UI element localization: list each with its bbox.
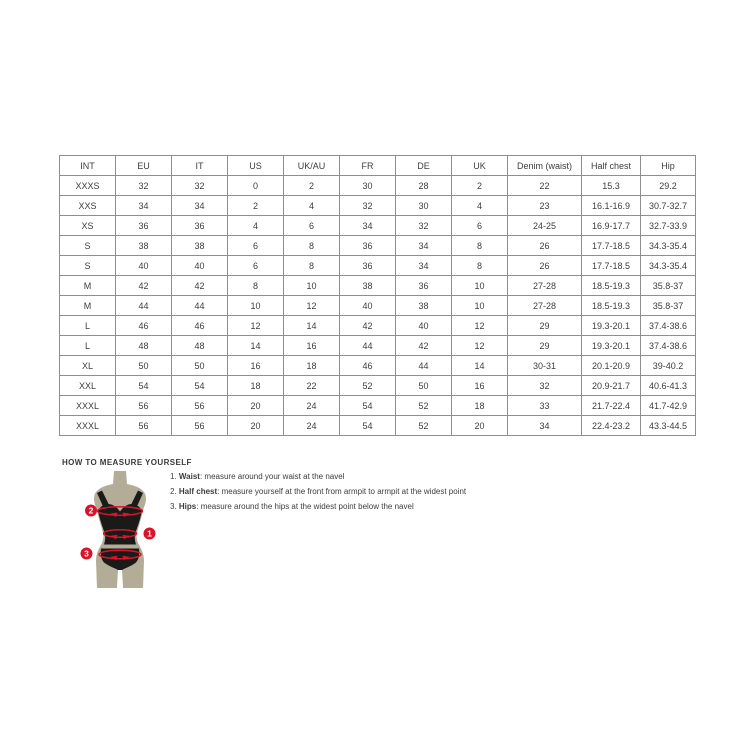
size-table-cell: 29 [508,316,582,336]
size-table-cell: 29 [508,336,582,356]
size-table-cell: 18.5-19.3 [582,276,641,296]
size-table-cell: 34 [172,196,228,216]
size-table-cell: 6 [228,236,284,256]
size-table-cell: 42 [172,276,228,296]
size-table-cell: 20 [228,396,284,416]
size-table-cell: 10 [284,276,340,296]
size-table-cell: 50 [396,376,452,396]
size-table-cell: 16.9-17.7 [582,216,641,236]
size-table-cell: 10 [228,296,284,316]
size-table-header-cell: Denim (waist) [508,156,582,176]
size-table-cell: 40.6-41.3 [641,376,696,396]
size-table-cell: 26 [508,236,582,256]
size-table-header-cell: IT [172,156,228,176]
item-term: Half chest [178,487,218,496]
size-table-cell: L [60,316,116,336]
size-table-cell: 14 [228,336,284,356]
size-table-cell: 56 [172,396,228,416]
size-table-cell: 18 [452,396,508,416]
item-number: 1. [170,472,177,481]
size-table-cell: 22.4-23.2 [582,416,641,436]
size-table-cell: 38 [396,296,452,316]
size-table-cell: 2 [452,176,508,196]
size-table-cell: 29.2 [641,176,696,196]
size-table-cell: 24 [284,416,340,436]
size-table-cell: 36 [340,256,396,276]
size-table-cell: 30-31 [508,356,582,376]
size-table-cell: 34 [340,216,396,236]
size-table-cell: 21.7-22.4 [582,396,641,416]
size-table-row [60,396,696,416]
item-term: Hips [178,502,197,511]
size-table-cell: 16 [284,336,340,356]
size-table-cell: 16.1-16.9 [582,196,641,216]
size-table-header-cell: UK/AU [284,156,340,176]
size-table-cell: 36 [396,276,452,296]
size-table-cell: 44 [396,356,452,376]
size-table-cell: 4 [284,196,340,216]
size-table-cell: 36 [116,216,172,236]
size-table-cell: 30.7-32.7 [641,196,696,216]
size-table-cell: 56 [116,416,172,436]
size-table-cell: 34 [116,196,172,216]
size-table-cell: 52 [340,376,396,396]
size-table-cell: 46 [116,316,172,336]
size-table-cell: 26 [508,256,582,276]
size-table-cell: 18 [228,376,284,396]
size-table-cell: 42 [396,336,452,356]
size-table-body [60,176,696,436]
size-table-cell: 22 [508,176,582,196]
size-table-cell: 8 [284,256,340,276]
size-table-cell: 20.1-20.9 [582,356,641,376]
size-table-row [60,276,696,296]
size-table-cell: XS [60,216,116,236]
size-table-cell: 46 [172,316,228,336]
size-table-cell: 6 [284,216,340,236]
item-number: 2. [170,487,177,496]
size-table-row [60,416,696,436]
size-table-cell: 42 [116,276,172,296]
size-table-row [60,236,696,256]
size-table-cell: 2 [284,176,340,196]
size-table-cell: 16 [452,376,508,396]
size-table-cell: 52 [396,396,452,416]
size-table-container [59,155,696,436]
size-table-cell: 38 [116,236,172,256]
size-table-cell: 34 [396,236,452,256]
size-table-cell: 44 [340,336,396,356]
size-table-cell: 30 [340,176,396,196]
size-table-cell: 48 [116,336,172,356]
size-table-cell: XXXL [60,416,116,436]
figure-marker-waist [144,528,156,540]
how-to-measure-item-waist [170,473,466,482]
size-table-cell: 6 [228,256,284,276]
size-table-cell: 37.4-38.6 [641,316,696,336]
size-table-cell: 8 [452,256,508,276]
how-to-measure-item-half-chest [170,488,466,497]
size-table-cell: 8 [228,276,284,296]
size-table-cell: 19.3-20.1 [582,316,641,336]
size-table-cell: 38 [340,276,396,296]
size-table-cell: 8 [284,236,340,256]
size-table-cell: 50 [116,356,172,376]
size-table-cell: 27-28 [508,276,582,296]
size-table-cell: 40 [396,316,452,336]
how-to-measure-title: HOW TO MEASURE YOURSELF [62,458,192,467]
size-table-cell: 42 [340,316,396,336]
figure-marker-chest-label: 2 [88,505,94,516]
size-table-cell: 24 [284,396,340,416]
size-table-header-row [60,156,696,176]
size-table-cell: 36 [340,236,396,256]
size-table-cell: 15.3 [582,176,641,196]
size-table-cell: 20 [452,416,508,436]
size-table-header-cell: Hip [641,156,696,176]
size-table-cell: S [60,256,116,276]
size-table-row [60,296,696,316]
item-desc: : measure around the hips at the widest point below the navel [196,502,414,511]
size-table-cell: 48 [172,336,228,356]
size-table-row [60,256,696,276]
size-table-cell: 16 [228,356,284,376]
size-table-cell: 12 [452,316,508,336]
figure-marker-chest [85,505,97,517]
size-table-cell: 33 [508,396,582,416]
size-table-row [60,196,696,216]
size-table-cell: 18.5-19.3 [582,296,641,316]
size-table-cell: 30 [396,196,452,216]
size-table-cell: 54 [172,376,228,396]
size-table-cell: 35.8-37 [641,296,696,316]
size-table-cell: 32.7-33.9 [641,216,696,236]
size-table-cell: 2 [228,196,284,216]
figure-marker-hips-label: 3 [84,548,89,559]
size-table-header-cell: INT [60,156,116,176]
size-table-cell: 10 [452,296,508,316]
size-table-cell: 12 [284,296,340,316]
size-table-cell: 56 [172,416,228,436]
size-table-cell: 4 [228,216,284,236]
size-table-cell: 20.9-21.7 [582,376,641,396]
size-table-cell: 44 [116,296,172,316]
size-table-cell: L [60,336,116,356]
size-table-cell: S [60,236,116,256]
size-table-cell: 12 [228,316,284,336]
size-table-cell: 4 [452,196,508,216]
size-table-cell: 23 [508,196,582,216]
size-table-cell: 32 [116,176,172,196]
size-table-cell: 34.3-35.4 [641,236,696,256]
size-table-cell: 56 [116,396,172,416]
size-table-cell: 34 [396,256,452,276]
item-desc: : measure around your waist at the navel [199,472,345,481]
size-table-cell: 22 [284,376,340,396]
size-table-cell: M [60,276,116,296]
size-table-cell: 54 [340,396,396,416]
size-table [59,155,696,436]
size-table-cell: 28 [396,176,452,196]
size-table-cell: 24-25 [508,216,582,236]
size-table-row [60,356,696,376]
size-table-row [60,376,696,396]
size-table-cell: 6 [452,216,508,236]
size-table-cell: 19.3-20.1 [582,336,641,356]
size-table-cell: 46 [340,356,396,376]
measurement-figure-illustration [70,471,170,591]
size-table-cell: 37.4-38.6 [641,336,696,356]
size-table-cell: 43.3-44.5 [641,416,696,436]
size-table-cell: 50 [172,356,228,376]
size-table-header-cell: UK [452,156,508,176]
figure-marker-hips [81,548,93,560]
size-table-cell: 52 [396,416,452,436]
how-to-measure-item-hips [170,503,466,512]
size-table-cell: 20 [228,416,284,436]
item-number: 3. [170,502,177,511]
size-table-head [60,156,696,176]
size-table-cell: 12 [452,336,508,356]
size-table-cell: 18 [284,356,340,376]
size-table-cell: 44 [172,296,228,316]
size-table-row [60,336,696,356]
size-table-cell: 32 [172,176,228,196]
size-table-row [60,176,696,196]
size-table-cell: 32 [340,196,396,216]
item-desc: : measure yourself at the front from armpit to armpit at the widest point [217,487,467,496]
figure-marker-waist-label: 1 [147,528,152,539]
size-table-cell: 0 [228,176,284,196]
how-to-measure-list [170,473,466,518]
size-table-cell: 17.7-18.5 [582,256,641,276]
size-table-cell: XL [60,356,116,376]
size-table-cell: XXXS [60,176,116,196]
size-table-cell: XXXL [60,396,116,416]
size-table-header-cell: EU [116,156,172,176]
size-table-cell: 40 [172,256,228,276]
size-table-cell: 54 [116,376,172,396]
size-table-cell: 17.7-18.5 [582,236,641,256]
size-table-header-cell: FR [340,156,396,176]
size-table-cell: 40 [340,296,396,316]
item-term: Waist [178,472,200,481]
size-table-cell: 39-40.2 [641,356,696,376]
size-table-cell: 34 [508,416,582,436]
size-table-cell: 32 [396,216,452,236]
size-table-cell: XXL [60,376,116,396]
size-table-cell: 14 [452,356,508,376]
size-table-cell: 35.8-37 [641,276,696,296]
size-table-cell: M [60,296,116,316]
size-table-cell: 32 [508,376,582,396]
size-table-cell: 41.7-42.9 [641,396,696,416]
size-table-cell: XXS [60,196,116,216]
size-table-cell: 38 [172,236,228,256]
size-table-row [60,316,696,336]
size-table-cell: 40 [116,256,172,276]
size-table-cell: 14 [284,316,340,336]
size-table-cell: 54 [340,416,396,436]
size-table-cell: 36 [172,216,228,236]
size-table-header-cell: US [228,156,284,176]
size-table-header-cell: Half chest [582,156,641,176]
size-table-row [60,216,696,236]
size-table-cell: 27-28 [508,296,582,316]
size-table-cell: 8 [452,236,508,256]
size-table-header-cell: DE [396,156,452,176]
size-table-cell: 34.3-35.4 [641,256,696,276]
size-table-cell: 10 [452,276,508,296]
